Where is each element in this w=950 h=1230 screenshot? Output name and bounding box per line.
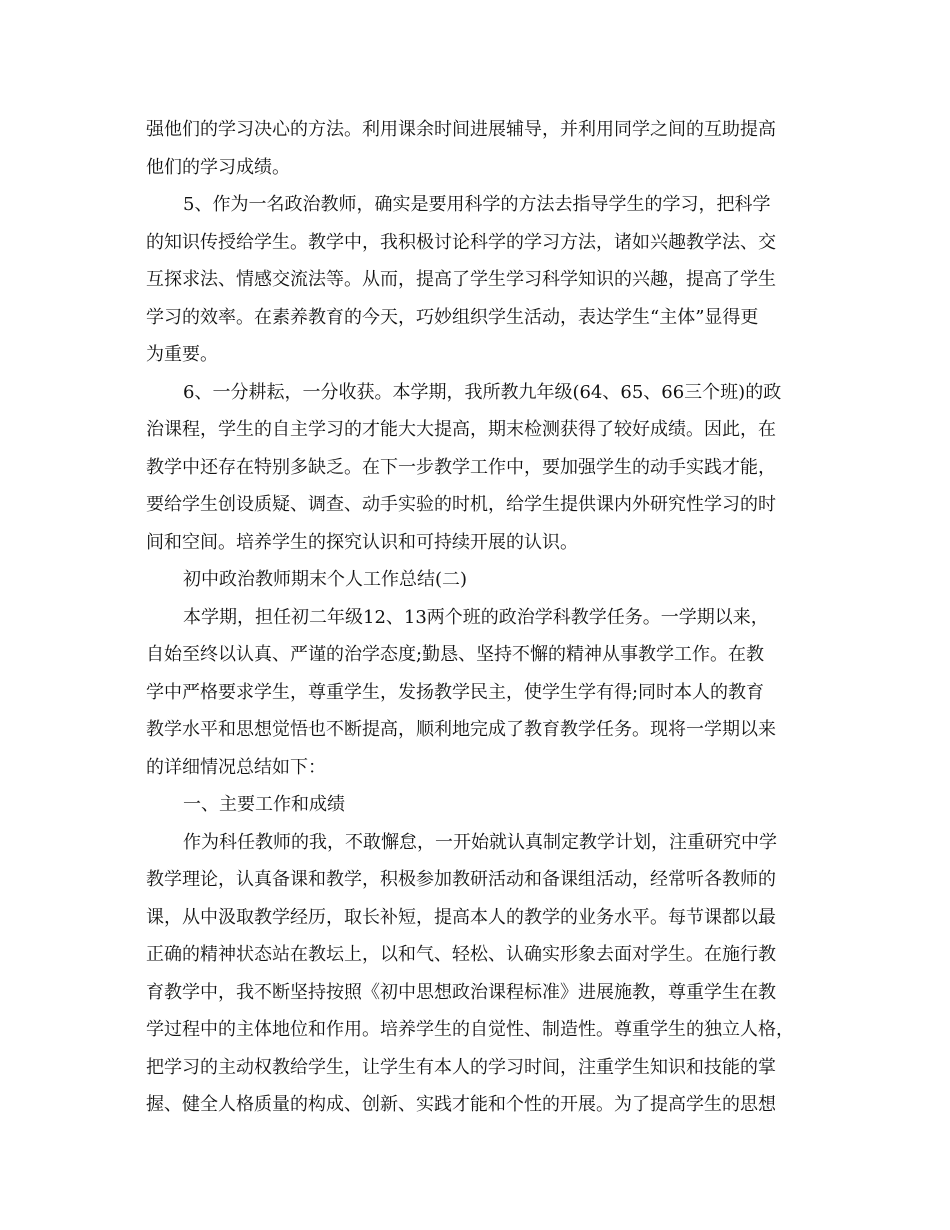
text-line: 要给学生创设质疑、调查、动手实验的时机，给学生提供课内外研究性学习的时 — [146, 494, 776, 515]
text-line: 教学水平和思想觉悟也不断提高，顺利地完成了教育教学任务。现将一学期以来 — [146, 719, 776, 740]
text-line: 为重要。 — [146, 344, 218, 365]
text-line: 学中严格要求学生，尊重学生，发扬教学民主，使学生学有得;同时本人的教育 — [146, 681, 765, 703]
section-title: 初中政治教师期末个人工作总结(二) — [183, 569, 468, 590]
text-line: 学习的效率。在素养教育的今天，巧妙组织学生活动，表达学生“主体”显得更 — [146, 306, 759, 328]
text-line: 自始至终以认真、严谨的治学态度;勤恳、坚持不懈的精神从事教学工作。在教 — [146, 644, 765, 665]
text-line: 教学中还存在特别多缺乏。在下一步教学工作中，要加强学生的动手实践才能， — [146, 456, 776, 478]
body-text — [146, 111, 810, 1124]
text-line: 教学理论，认真备课和教学，积极参加教研活动和备课组活动，经常听各教师的 — [146, 869, 776, 890]
text-line: 正确的精神状态站在教坛上，以和气、轻松、认确实形象去面对学生。在施行教 — [146, 944, 776, 965]
text-line: 互探求法、情感交流法等。从而，提高了学生学习科学知识的兴趣，提高了学生 — [146, 269, 776, 290]
paragraph-start-line: 5、作为一名政治教师，确实是要用科学的方法去指导学生的学习，把科学 — [183, 194, 771, 215]
text-line: 强他们的学习决心的方法。利用课余时间进展辅导，并利用同学之间的互助提高 — [146, 119, 776, 140]
text-line: 课，从中汲取教学经历，取长补短，提高本人的教学的业务水平。每节课都以最 — [146, 906, 776, 928]
text-line: 学过程中的主体地位和作用。培养学生的自觉性、制造性。尊重学生的独立人格， — [146, 1019, 794, 1040]
text-line: 的详细情况总结如下： — [146, 756, 326, 778]
paragraph-start-line: 6、一分耕耘，一分收获。本学期，我所教九年级(64、65、66三个班)的政 — [183, 381, 782, 403]
text-line: 治课程，学生的自主学习的才能大大提高，期末检测获得了较好成绩。因此，在 — [146, 419, 776, 440]
text-line: 握、健全人格质量的构成、创新、实践才能和个性的开展。为了提高学生的思想 — [146, 1094, 776, 1115]
paragraph-start-line: 本学期，担任初二年级12、13两个班的政治学科教学任务。一学期以来， — [183, 606, 769, 628]
paragraph-start-line: 作为科任教师的我，不敢懈怠，一开始就认真制定教学计划，注重研究中学 — [183, 831, 777, 853]
text-line: 把学习的主动权教给学生，让学生有本人的学习时间，注重学生知识和技能的掌 — [146, 1056, 776, 1078]
text-line: 间和空间。培养学生的探究认识和可持续开展的认识。 — [146, 531, 578, 553]
text-line: 育教学中，我不断坚持按照《初中思想政治课程标准》进展施教，尊重学生在教 — [146, 981, 776, 1003]
text-line: 的知识传授给学生。教学中，我积极讨论科学的学习方法，诸如兴趣教学法、交 — [146, 231, 776, 253]
text-line: 他们的学习成绩。 — [146, 156, 290, 178]
section-heading: 一、主要工作和成绩 — [183, 794, 345, 815]
